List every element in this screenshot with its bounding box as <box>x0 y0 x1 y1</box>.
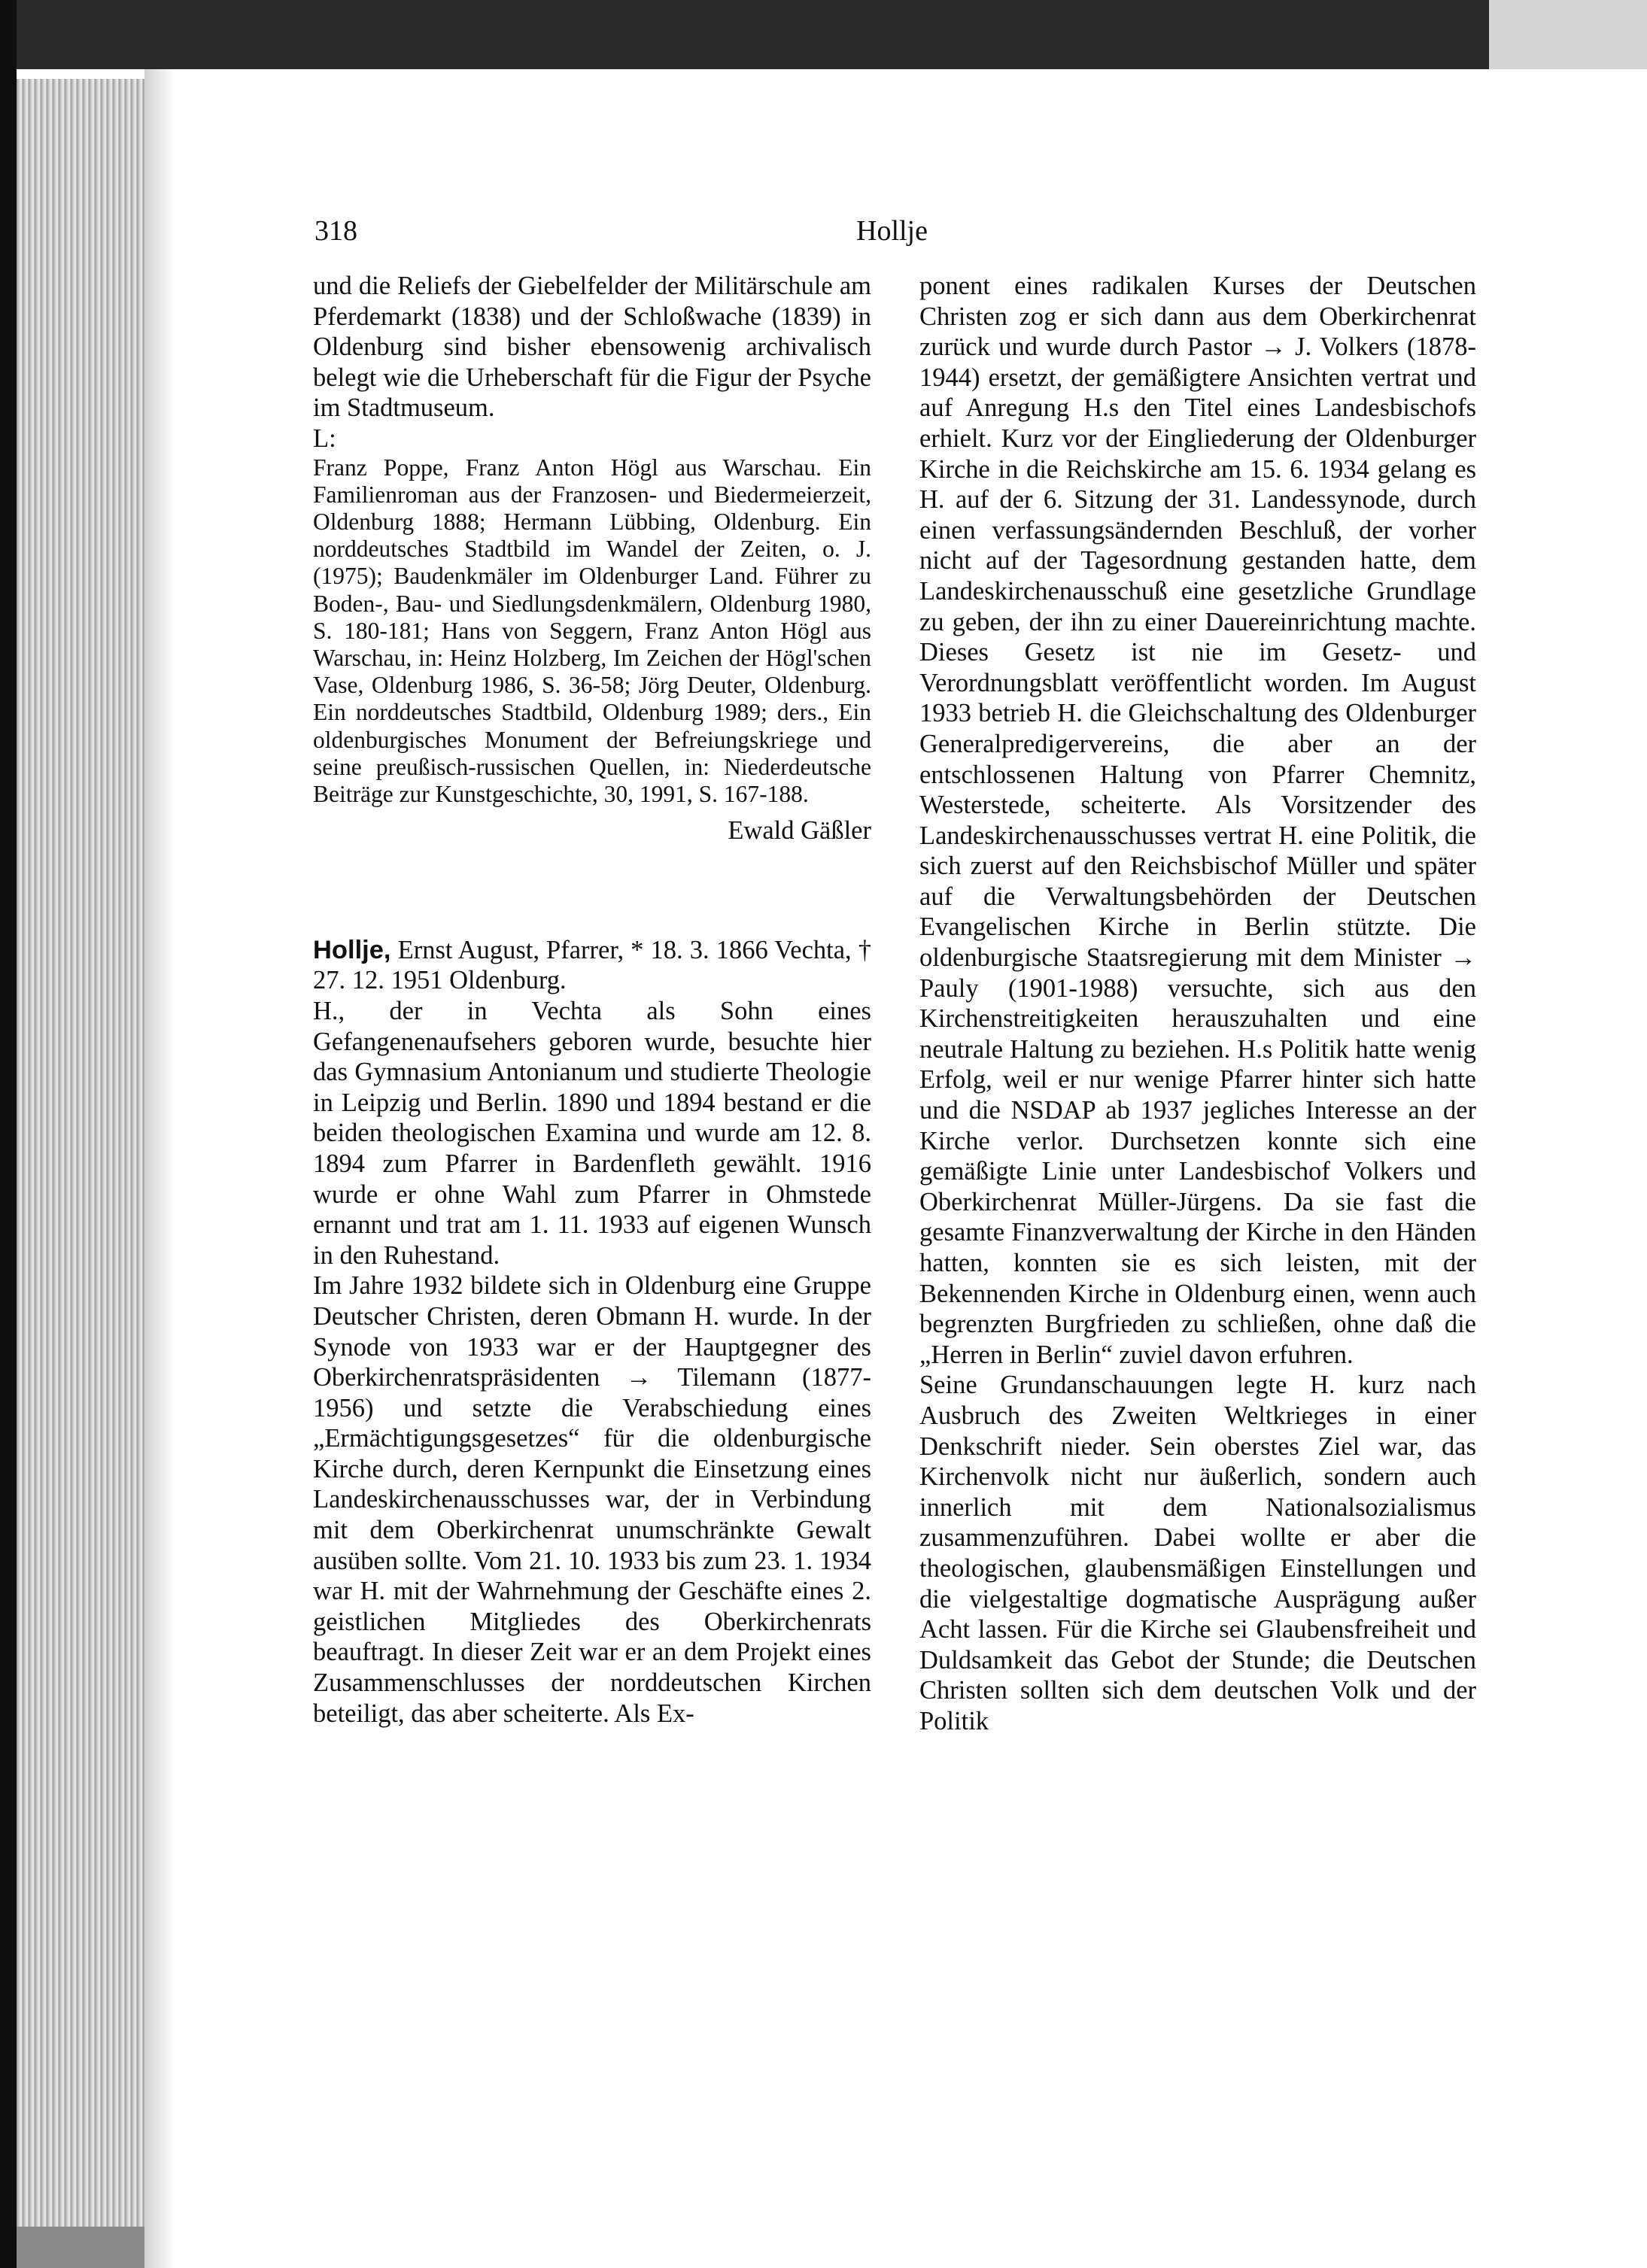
right-column <box>919 271 1476 1737</box>
running-title: Hollje <box>856 215 928 247</box>
page-stack-edges <box>17 79 144 2260</box>
literature-references: Franz Poppe, Franz Anton Högl aus Warschau. Ein Familienroman aus der Franzosen- und Biedermeierzeit, Oldenburg 1888; Hermann Lübbing, Oldenburg. Ein norddeutsches Stadtbild im Wandel der Zeiten, o. J. (1975); Baudenkmäler im Oldenburger Land. Führer zu Boden-, Bau- und Siedlungsdenkmälern, Oldenburg 1980, S. 180-181; Hans von Seggern, Franz Anton Högl aus Warschau, in: Heinz Holzberg, Im Zeichen der Högl'schen Vase, Oldenburg 1986, S. 36-58; Jörg Deuter, Oldenburg. Ein norddeutsches Stadtbild, Oldenburg 1989; ders., Ein oldenburgisches Monument der Befreiungskriege und seine preußisch-russischen Quellen, in: Niederdeutsche Beiträge zur Kunstgeschichte, 30, 1991, S. 167-188. <box>313 454 871 807</box>
page-number: 318 <box>315 215 357 247</box>
entry-name: Hollje, <box>313 935 391 964</box>
entry-heading <box>313 935 871 996</box>
biography-paragraph-2: Im Jahre 1932 bildete sich in Oldenburg eine Gruppe Deutscher Christen, deren Obmann H. wurde. In der Synode von 1933 war er der Hauptgegner des Oberkirchenratspräsidenten → Tilemann (1877-1956) und setzte die Verabschiedung eines „Ermächtigungsgesetzes“ für die oldenburgische Kirche durch, deren Kernpunkt die Einsetzung eines Landeskirchenausschusses war, der in Verbindung mit dem Oberkirchenrat unumschränkte Gewalt ausüben sollte. Vom 21. 10. 1933 bis zum 23. 1. 1934 war H. mit der Wahrnehmung der Geschäfte eines 2. geistlichen Mitgliedes des Oberkirchenrats beauftragt. In dieser Zeit war er an dem Projekt eines Zusammenschlusses der norddeutschen Kirchen beteiligt, das aber scheiterte. Als Ex- <box>313 1271 871 1728</box>
scan-background-corner <box>1489 0 1647 69</box>
book-spine-edge <box>0 0 17 2268</box>
literature-label: L: <box>313 424 336 453</box>
author-signature: Ewald Gäßler <box>728 816 871 846</box>
gutter-shadow <box>144 69 175 2268</box>
intro-paragraph: und die Reliefs der Giebelfelder der Militärschule am Pferdemarkt (1838) und der Schloßwache (1839) in Oldenburg sind bisher ebensowenig archivalisch belegt wie die Urheberschaft für die Figur der Psyche im Stadtmuseum. <box>313 272 871 423</box>
entry-header-details: Ernst August, Pfarrer, * 18. 3. 1866 Vechta, † 27. 12. 1951 Oldenburg. <box>313 935 872 995</box>
biography-paragraph-1: H., der in Vechta als Sohn eines Gefangenenaufsehers geboren wurde, besuchte hier das Gymnasium Antonianum und studierte Theologie in Leipzig und Berlin. 1890 und 1894 bestand er die beiden theologischen Examina und wurde am 12. 8. 1894 zum Pfarrer in Bardenfleth gewählt. 1916 wurde er ohne Wahl zum Pfarrer in Ohmstede ernannt und trat am 1. 11. 1933 auf eigenen Wunsch in den Ruhestand. <box>313 996 871 1270</box>
page-stack-bottom <box>17 2227 144 2268</box>
scan-background-top <box>0 0 1647 69</box>
biography-paragraph-4: Seine Grundanschauungen legte H. kurz nach Ausbruch des Zweiten Weltkrieges in einer Denkschrift nieder. Sein oberstes Ziel war, das Kirchenvolk nicht nur äußerlich, sondern auch innerlich mit dem Nationalsozialismus zusammenzuführen. Dabei wollte er aber die theologischen, glaubensmäßigen Einstellungen und die vielgestaltige dogmatische Ausprägung außer Acht lassen. Für die Kirche sei Glaubensfreiheit und Duldsamkeit das Gebot der Stunde; die Deutschen Christen sollten sich dem deutschen Volk und der Politik <box>919 1371 1476 1735</box>
biography-paragraph-3: ponent eines radikalen Kurses der Deutschen Christen zog er sich dann aus dem Oberkirchenrat zurück und wurde durch Pastor → J. Volkers (1878-1944) ersetzt, der gemäßigtere Ansichten vertrat und auf Anregung H.s den Titel eines Landesbischofs erhielt. Kurz vor der Eingliederung der Oldenburger Kirche in die Reichskirche am 15. 6. 1934 gelang es H. auf der 6. Sitzung der 31. Landessynode, durch einen verfassungsändernden Beschluß, der vorher nicht auf der Tagesordnung gestanden hatte, dem Landeskirchenausschuß eine gesetzliche Grundlage zu geben, der ihn zu einer Dauereinrichtung machte. Dieses Gesetz ist nie im Gesetz- und Verordnungsblatt veröffentlicht worden. Im August 1933 betrieb H. die Gleichschaltung des Oldenburger Generalpredigervereins, die aber an der entschlossenen Haltung von Pfarrer Chemnitz, Westerstede, scheiterte. Als Vorsitzender des Landeskirchenausschusses vertrat H. eine Politik, die sich zuerst auf den Reichsbischof Müller und später auf die Verwaltungsbehörden der Deutschen Evangelischen Kirche in Berlin stützte. Die oldenburgische Staatsregierung mit dem Minister → Pauly (1901-1988) versuchte, sich aus den Kirchenstreitigkeiten herauszuhalten und eine neutrale Haltung zu beziehen. H.s Politik hatte wenig Erfolg, weil er nur wenige Pfarrer hinter sich hatte und die NSDAP ab 1937 jegliches Interesse an der Kirche verlor. Durchsetzen konnte sich eine gemäßigte Linie unter Landesbischof Volkers und Oberkirchenrat Müller-Jürgens. Da sie fast die gesamte Finanzverwaltung der Kirche in den Händen hatten, konnten sie es sich leisten, mit der Bekennenden Kirche in Oldenburg einen, wenn auch begrenzten Burgfrieden zu schließen, ohne daß die „Herren in Berlin“ zuviel davon erfuhren. <box>919 272 1476 1369</box>
left-column <box>313 271 871 1729</box>
